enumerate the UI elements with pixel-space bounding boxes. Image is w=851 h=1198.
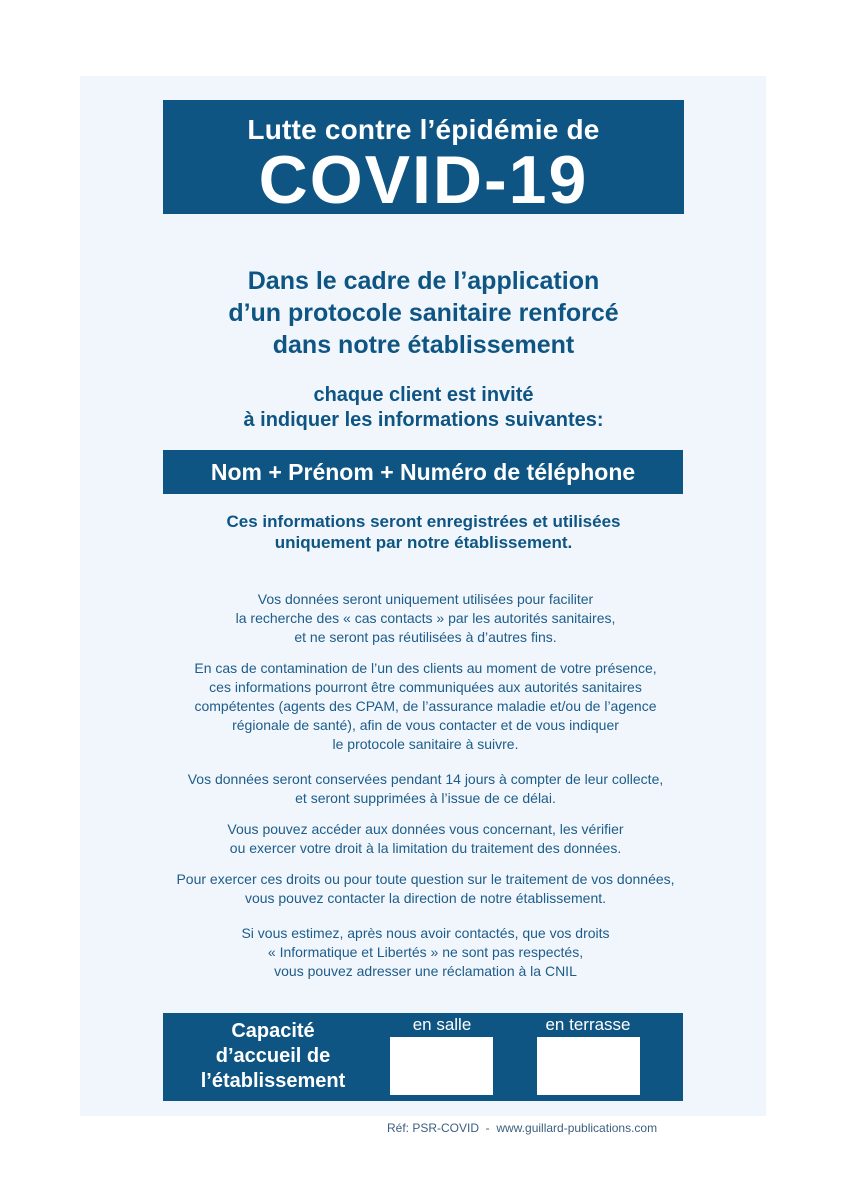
invite-line: à indiquer les informations suivantes: [243, 409, 604, 431]
paragraph-cnil-complaint [150, 924, 701, 981]
capacity-panel [163, 1013, 683, 1101]
invite-text [163, 383, 684, 433]
terrace-capacity-box[interactable] [537, 1037, 640, 1095]
title-covid-19: COVID-19 [258, 142, 589, 218]
indoor-capacity-label: en salle [412, 1015, 472, 1034]
paragraph-data-purpose [150, 590, 701, 647]
intro-line: Dans le cadre de l’application [247, 267, 600, 295]
title-banner [163, 100, 684, 218]
paragraph-line: la recherche des « cas contacts » par les autorités sanitaires, [235, 610, 616, 626]
notice-line: Ces informations seront enregistrées et utilisées [226, 512, 621, 531]
paragraph-exercise-rights [150, 870, 701, 908]
paragraph-access-rights [150, 820, 701, 858]
terrace-capacity-label: en terrasse [545, 1015, 631, 1034]
paragraph-line: compétentes (agents des CPAM, de l’assurance maladie et/ou de l’agence [194, 698, 657, 714]
intro-heading [163, 265, 684, 361]
invite-line: chaque client est invité [313, 384, 534, 406]
indoor-capacity-box[interactable] [390, 1037, 493, 1095]
paragraph-line: Si vous estimez, après nous avoir contactés, que vos droits [241, 925, 610, 941]
data-usage-notice [163, 511, 684, 553]
paragraph-contamination [150, 659, 701, 754]
paragraph-line: En cas de contamination de l’un des clients au moment de votre présence, [194, 660, 657, 676]
capacity-label-line: l’établissement [200, 1070, 346, 1092]
paragraph-line: Vos données seront conservées pendant 14 jours à compter de leur collecte, [187, 771, 664, 787]
capacity-label [173, 1019, 373, 1094]
capacity-label-line: d’accueil de [215, 1045, 331, 1067]
capacity-label-line: Capacité [231, 1020, 315, 1042]
paragraph-line: régionale de santé), afin de vous contacter et de vous indiquer [232, 717, 619, 733]
paragraph-line: ou exercer votre droit à la limitation du traitement des données. [229, 840, 622, 856]
paragraph-line: Vous pouvez accéder aux données vous concernant, les vérifier [227, 821, 624, 837]
title-line-1: Lutte contre l’épidémie de [247, 114, 600, 145]
notice-line: uniquement par notre établissement. [274, 533, 573, 552]
intro-line: dans notre établissement [272, 331, 575, 359]
paragraph-line: Vos données seront uniquement utilisées pour faciliter [257, 591, 594, 607]
paragraph-line: ces informations pourront être communiquées aux autorités sanitaires [209, 679, 642, 695]
paragraph-retention [150, 770, 701, 808]
paragraph-line: « Informatique et Libertés » ne sont pas respectés, [267, 944, 584, 960]
paragraph-line: Pour exercer ces droits ou pour toute question sur le traitement de vos données, [176, 871, 675, 887]
paragraph-line: vous pouvez contacter la direction de notre établissement. [244, 890, 607, 906]
required-fields-bar: Nom + Prénom + Numéro de téléphone [163, 450, 683, 494]
paragraph-line: le protocole sanitaire à suivre. [332, 736, 519, 752]
reference-footer: Réf: PSR-COVID - www.guillard-publications.com [387, 1121, 658, 1135]
paragraph-line: vous pouvez adresser une réclamation à la CNIL [274, 963, 577, 979]
paragraph-line: et ne seront pas réutilisées à d’autres fins. [294, 629, 557, 645]
intro-line: d’un protocole sanitaire renforcé [228, 299, 619, 327]
paragraph-line: et seront supprimées à l’issue de ce délai. [295, 790, 556, 806]
